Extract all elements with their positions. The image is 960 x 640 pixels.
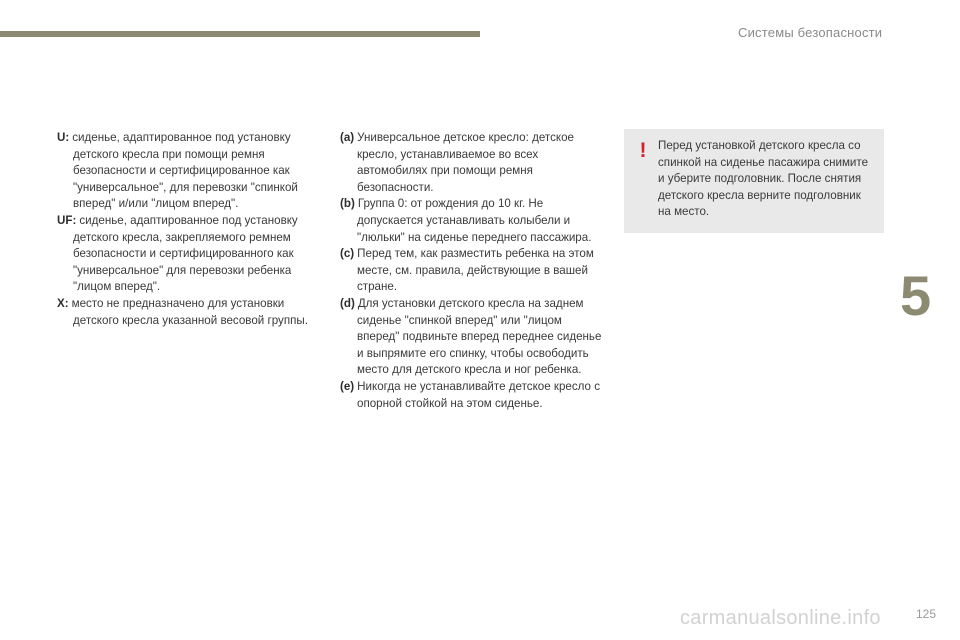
note-key: (d) — [340, 296, 355, 310]
definition-key: U: — [57, 131, 70, 144]
definition-entry-u — [57, 130, 319, 213]
definition-text: место не предназначено для установки детского кресла указанной весовой группы. — [71, 296, 308, 327]
note-entry-c — [340, 246, 602, 296]
notes-column — [340, 130, 602, 412]
definition-entry-x — [57, 296, 319, 329]
section-title: Системы безопасности — [738, 25, 883, 40]
definition-key: UF: — [57, 213, 77, 227]
note-entry-b — [340, 196, 602, 246]
definition-text: сиденье, адаптированное под установку детского кресла при помощи ремня безопасности и сертифицированное как "универсальное", для перевозки "спинкой вперед" и/или "лицом вперед". — [72, 131, 298, 211]
note-entry-a — [340, 130, 602, 196]
note-entry-d — [340, 296, 602, 379]
note-key: (b) — [340, 197, 355, 211]
chapter-number: 5 — [900, 264, 932, 327]
note-text: Перед тем, как разместить ребенка на этом месте, см. правила, действующие в вашей стране. — [357, 247, 594, 294]
watermark-text: carmanualsonline.info — [680, 607, 881, 629]
definition-key: X: — [57, 296, 69, 310]
note-key: (c) — [340, 247, 355, 261]
note-text: Для установки детского кресла на заднем сиденье "спинкой вперед" или "лицом вперед" подвиньте вперед переднее сиденье и выпрямите его спинку, чтобы освободить место для детского кресла и ног ребенка. — [357, 296, 602, 377]
note-text: Группа 0: от рождения до 10 кг. Не допускается устанавливать колыбели и "люльки" на сиденье переднего пассажира. — [357, 197, 592, 244]
note-entry-e — [340, 379, 602, 412]
note-text: Никогда не устанавливайте детское кресло с опорной стойкой на этом сиденье. — [357, 379, 601, 410]
definitions-column — [57, 130, 319, 329]
warning-exclamation-icon: ! — [639, 139, 647, 162]
note-key: (e) — [340, 379, 355, 393]
warning-text: Перед установкой детского кресла со спинкой на сиденье пасажира снимите и уберите подголовник. После снятия детского кресла верните подголовник на место. — [658, 139, 869, 219]
note-key: (a) — [340, 131, 355, 144]
page-number: 125 — [916, 607, 937, 621]
definition-text: сиденье, адаптированное под установку детского кресла, закрепляемого ремнем безопасности и сертифицированного как "универсальное" для перевозки ребенка "лицом вперед". — [73, 213, 298, 294]
header-accent-bar — [0, 31, 480, 37]
note-text: Универсальное детское кресло: детское кресло, устанавливаемое во всех автомобилях при помощи ремня безопасности. — [357, 131, 574, 194]
warning-box — [624, 129, 884, 233]
definition-entry-uf — [57, 213, 319, 296]
